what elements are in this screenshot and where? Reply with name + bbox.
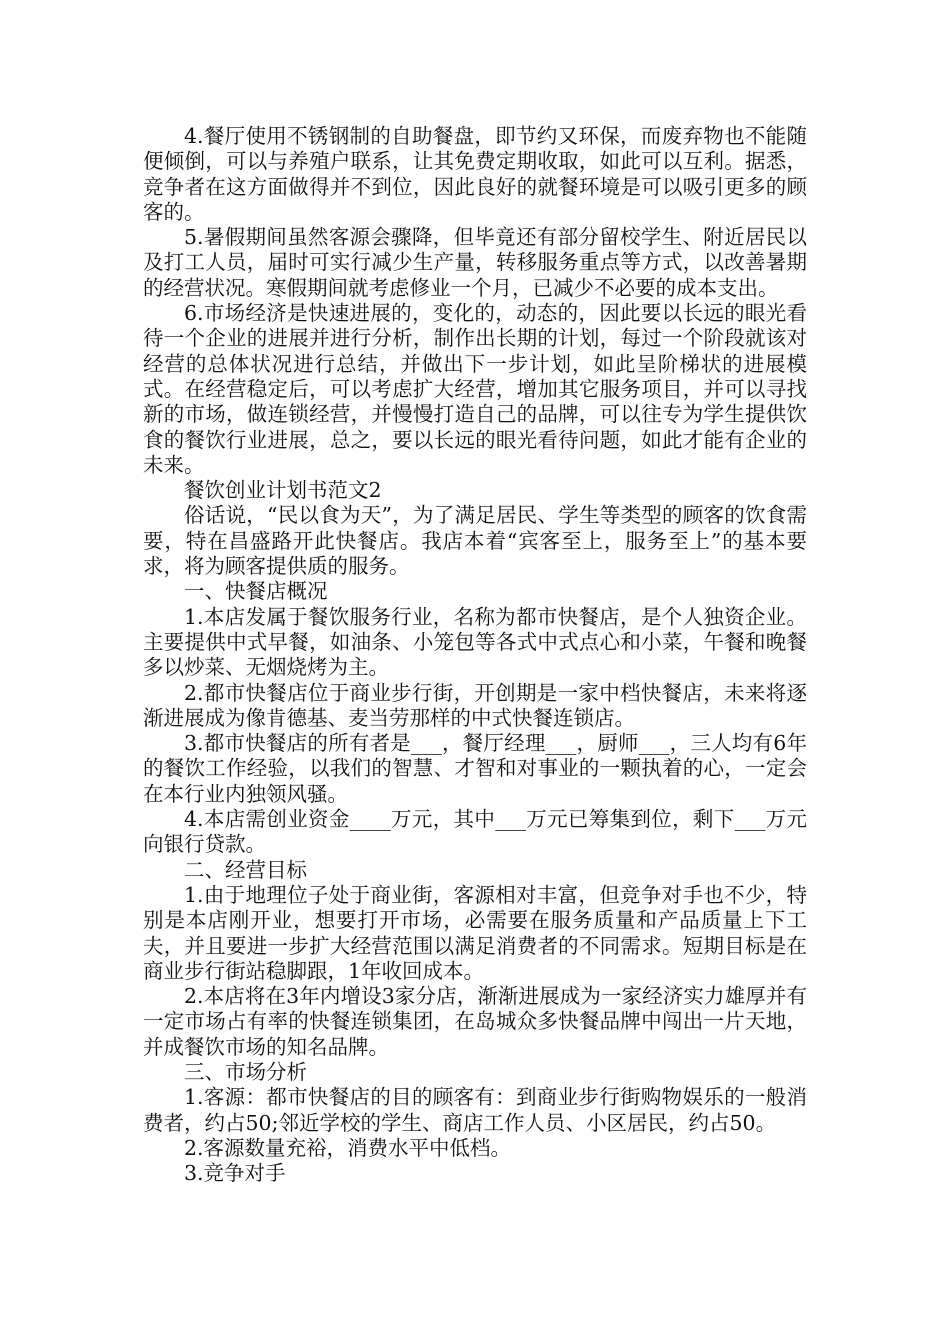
paragraph-overview-1: 1.本店发属于餐饮服务行业，名称为都市快餐店，是个人独资企业。主要提供中式早餐，如油条、小笼包等各式中式点心和小菜，午餐和晚餐多以炒菜、无烟烧烤为主。 — [143, 604, 807, 680]
paragraph-item-5-summer: 5.暑假期间虽然客源会骤降，但毕竟还有部分留校学生、附近居民以及打工人员，届时可实行减少生产量，转移服务重点等方式，以改善暑期的经营状况。寒假期间就考虑修业一个月，已减少不必要的成本支出。 — [143, 225, 807, 300]
heading-overview: 一、快餐店概况 — [184, 579, 328, 604]
document-body — [143, 124, 807, 1186]
heading-market-analysis: 三、市场分析 — [184, 1059, 307, 1084]
paragraph-goals-1: 1.由于地理位子处于商业街，客源相对丰富，但竞争对手也不少，特别是本店刚开业，想要打开市场，必需要在服务质量和产品质量上下工夫，并且要进一步扩大经营范围以满足消费者的不同需求。短期目标是在商业步行街站稳脚跟，1年收回成本。 — [143, 882, 807, 983]
paragraph-item-4-tableware: 4.餐厅使用不锈钢制的自助餐盘，即节约又环保，而废弃物也不能随便倾倒，可以与养殖户联系，让其免费定期收取，如此可以互利。据悉，竞争者在这方面做得并不到位，因此良好的就餐环境是可以吸引更多的顾客的。 — [143, 124, 807, 224]
paragraph-market-3: 3.竞争对手 — [184, 1161, 286, 1186]
paragraph-item-6-market-economy: 6.市场经济是快速进展的，变化的，动态的，因此要以长远的眼光看待一个企业的进展并进行分析，制作出长期的计划，每过一个阶段就该对经营的总体状况进行总结，并做出下一步计划，如此呈阶梯状的进展模式。在经营稳定后，可以考虑扩大经营，增加其它服务项目，并可以寻找新的市场，做连锁经营，并慢慢打造自己的品牌，可以往专为学生提供饮食的餐饮行业进展，总之，要以长远的眼光看待问题，如此才能有企业的未来。 — [143, 301, 807, 477]
paragraph-market-2: 2.客源数量充裕，消费水平中低档。 — [184, 1135, 512, 1160]
paragraph-overview-3: 3.都市快餐店的所有者是___，餐厅经理___，厨师___，三人均有6年的餐饮工作经验，以我们的智慧、才智和对事业的一颗执着的心，一定会在本行业内独领风骚。 — [143, 731, 807, 806]
heading-goals: 二、经营目标 — [184, 857, 307, 882]
paragraph-intro: 俗话说，“民以食为天”，为了满足居民、学生等类型的顾客的饮食需要，特在昌盛路开此快餐店。我店本着“宾客至上，服务至上”的基本要求，将为顾客提供质的服务。 — [143, 503, 807, 579]
paragraph-overview-4: 4.本店需创业资金____万元，其中___万元已筹集到位，剩下___万元向银行贷款。 — [143, 807, 807, 857]
paragraph-goals-2: 2.本店将在3年内增设3家分店，渐渐进展成为一家经济实力雄厚并有一定市场占有率的快餐连锁集团，在岛城众多快餐品牌中闯出一片天地，并成餐饮市场的知名品牌。 — [143, 984, 807, 1059]
section-title-sample-2: 餐饮创业计划书范文2 — [184, 478, 382, 503]
paragraph-market-1: 1.客源：都市快餐店的目的顾客有：到商业步行街购物娱乐的一般消费者，约占50;邻近学校的学生、商店工作人员、小区居民，约占50。 — [143, 1085, 807, 1135]
paragraph-overview-2: 2.都市快餐店位于商业步行街，开创期是一家中档快餐店，未来将逐渐进展成为像肯德基、麦当劳那样的中式快餐连锁店。 — [143, 680, 807, 730]
